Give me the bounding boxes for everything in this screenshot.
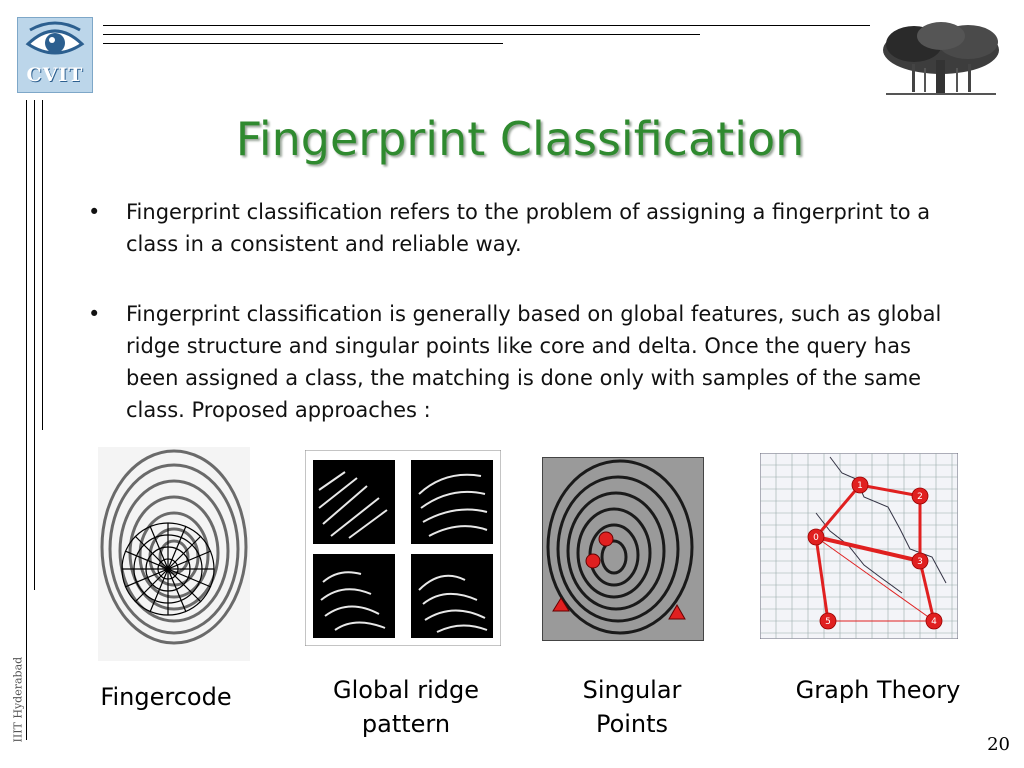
header-rule-1 bbox=[103, 25, 870, 26]
caption-fingercode: Fingercode bbox=[100, 683, 232, 711]
graph-node-label: 0 bbox=[813, 533, 819, 543]
graph-node-label: 4 bbox=[931, 617, 937, 627]
side-label: IIIT Hyderabad bbox=[11, 656, 25, 743]
caption-singular-points: Singular Points bbox=[582, 676, 682, 738]
logo-text: CVIT bbox=[26, 64, 84, 86]
side-rule-1 bbox=[26, 100, 27, 740]
side-rule-3 bbox=[42, 100, 43, 430]
header-rule-3 bbox=[103, 43, 503, 44]
caption-global-ridge: Global ridge pattern bbox=[333, 676, 479, 738]
graph-node-label: 3 bbox=[917, 557, 923, 567]
caption-graph-theory: Graph Theory bbox=[795, 676, 961, 704]
bullet-item bbox=[88, 298, 968, 426]
bullet-icon: • bbox=[88, 302, 101, 326]
fingercode-image bbox=[98, 447, 250, 661]
bullet-text: Fingerprint classification is generally based on global features, such as global ridge structure and singular points like core and delta. Once the query has been assigned a class, the matching is done only with samples of the same class. Proposed approaches : bbox=[126, 302, 942, 422]
header-rule-2 bbox=[103, 34, 700, 35]
eye-icon bbox=[18, 18, 92, 64]
global-ridge-image bbox=[305, 450, 501, 646]
singular-points-image bbox=[542, 457, 704, 641]
graph-node-label: 5 bbox=[825, 617, 831, 627]
bullet-list bbox=[88, 196, 968, 426]
bullet-icon: • bbox=[88, 200, 101, 224]
bullet-text: Fingerprint classification refers to the problem of assigning a fingerprint to a class in a consistent and reliable way. bbox=[126, 200, 931, 256]
bullet-item bbox=[88, 196, 968, 260]
slide-title: Fingerprint Classification bbox=[235, 112, 805, 166]
graph-node-label: 2 bbox=[917, 492, 923, 502]
core-point-marker bbox=[586, 554, 600, 568]
cvit-logo bbox=[17, 17, 93, 93]
side-rule-2 bbox=[34, 100, 35, 590]
graph-node-label: 1 bbox=[857, 481, 863, 491]
tree-image bbox=[876, 18, 1006, 98]
page-number: 20 bbox=[987, 734, 1010, 755]
core-point-marker bbox=[599, 532, 613, 546]
graph-theory-image bbox=[760, 453, 958, 639]
